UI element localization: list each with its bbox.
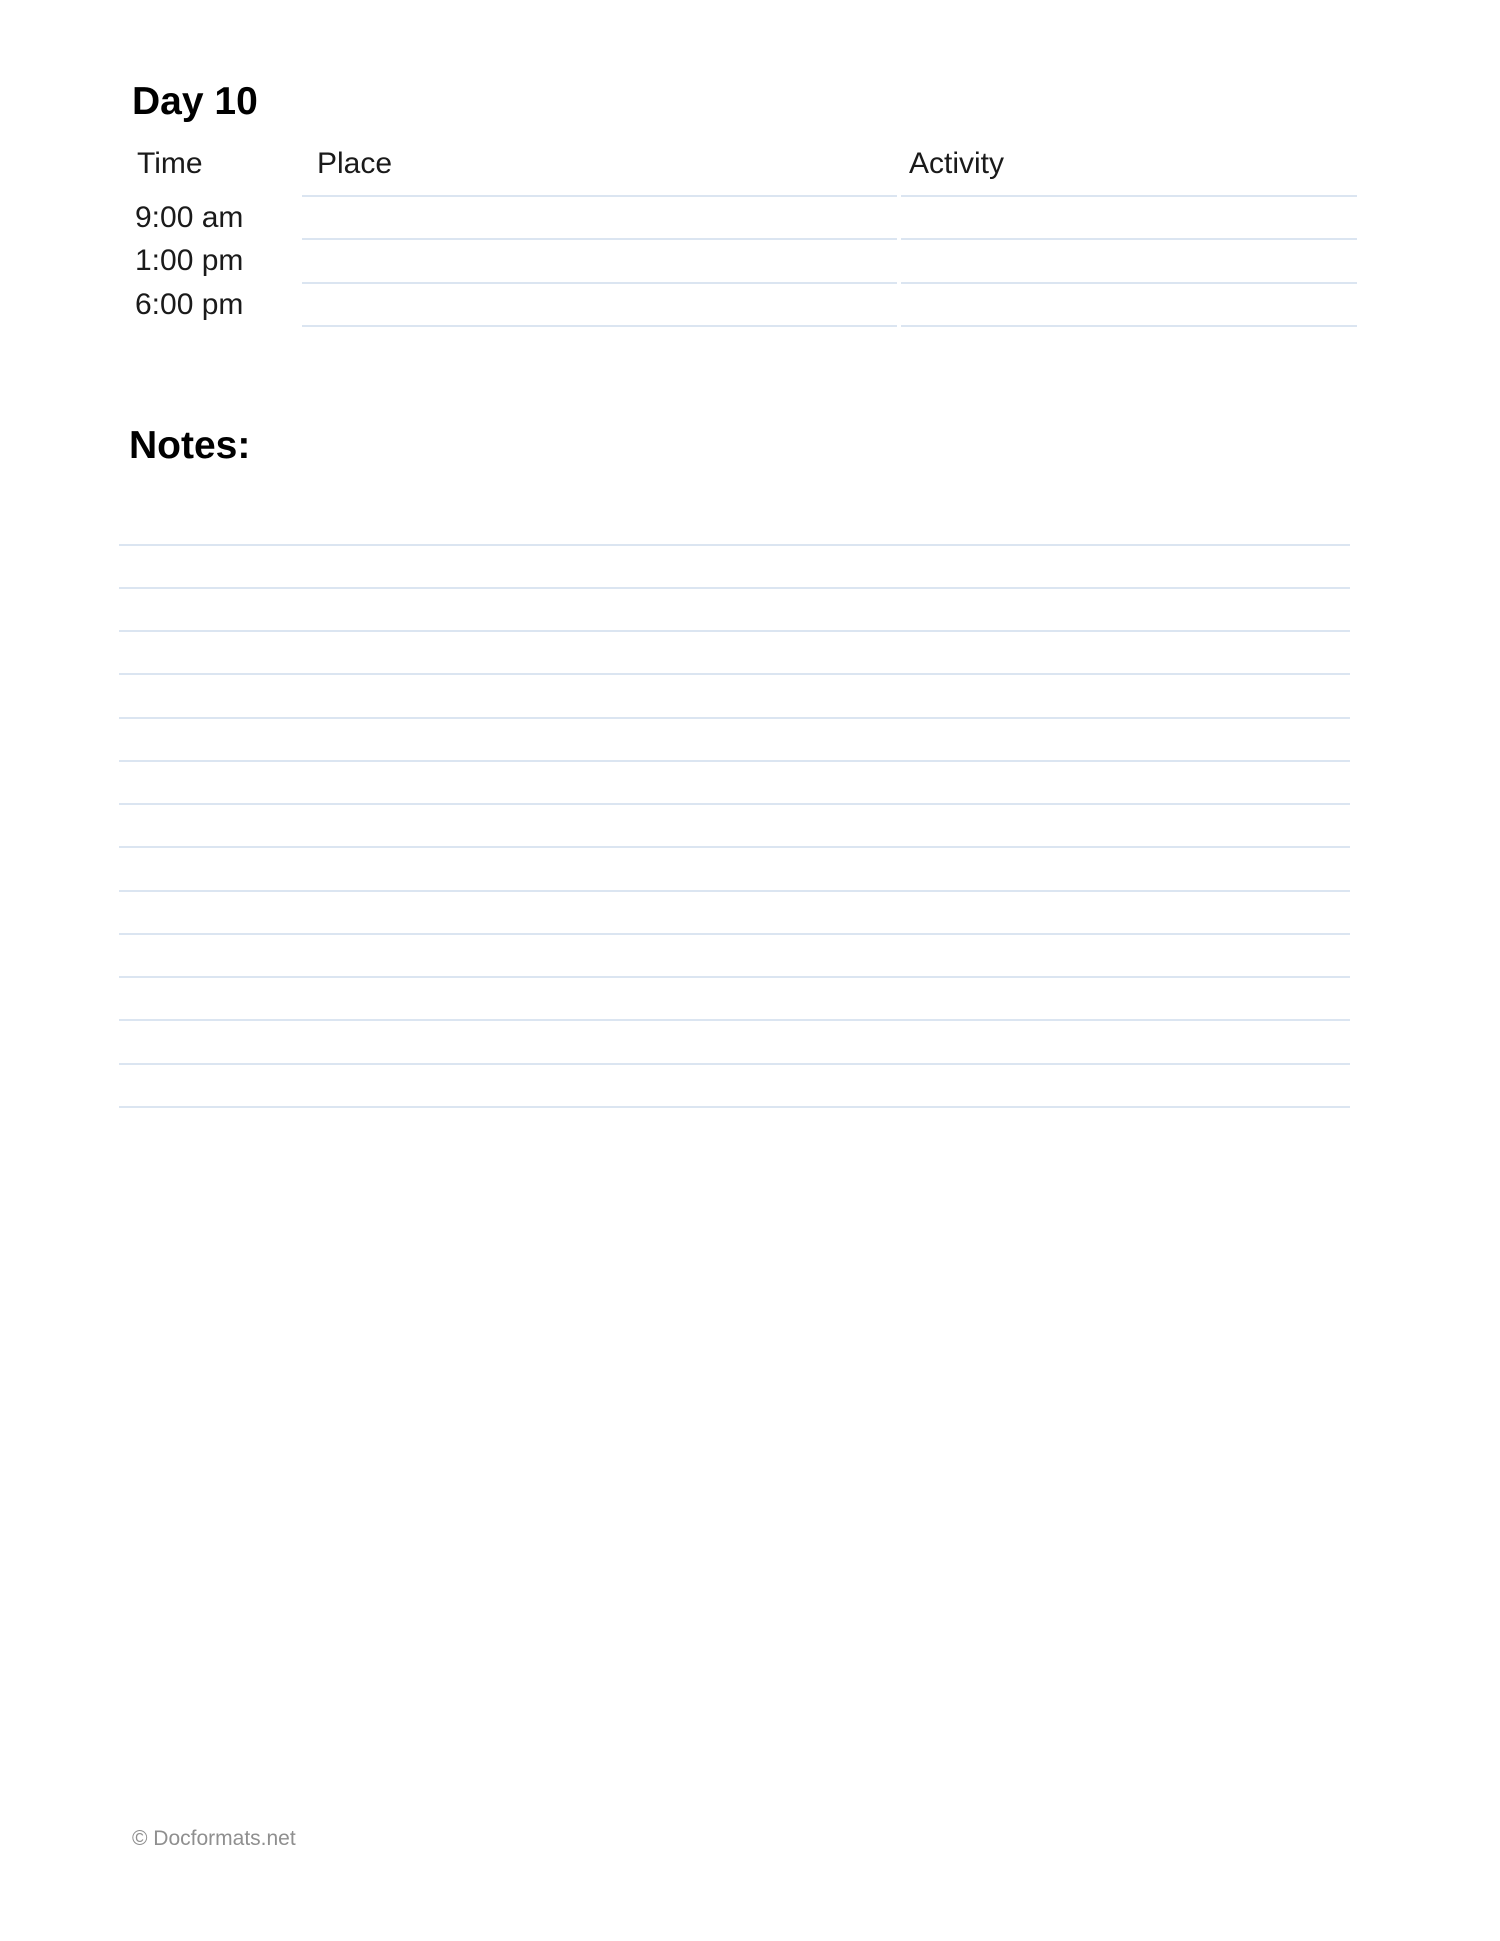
activity-cell [901,197,1357,238]
place-cell [302,284,897,325]
note-line [119,760,1350,762]
place-cell [302,197,897,238]
place-cell [302,240,897,281]
notes-heading: Notes: [129,424,251,467]
note-line [119,673,1350,675]
activity-cell [901,240,1357,281]
row-rule-activity [901,325,1357,327]
note-line [119,1019,1350,1021]
note-line [119,717,1350,719]
activity-cell [901,284,1357,325]
column-header-time: Time [137,147,203,180]
row-rule-place [302,325,897,327]
note-line [119,846,1350,848]
note-line [119,1106,1350,1108]
note-line [119,803,1350,805]
note-line [119,890,1350,892]
note-line [119,630,1350,632]
copyright-footer: © Docformats.net [132,1827,296,1850]
note-line [119,1063,1350,1065]
column-header-place: Place [317,147,393,180]
time-label: 1:00 pm [135,244,244,277]
time-label: 9:00 am [135,201,244,234]
note-line [119,933,1350,935]
note-line [119,544,1350,546]
day-title: Day 10 [132,80,258,123]
time-label: 6:00 pm [135,288,244,321]
note-line [119,976,1350,978]
note-line [119,587,1350,589]
column-header-activity: Activity [909,147,1005,180]
